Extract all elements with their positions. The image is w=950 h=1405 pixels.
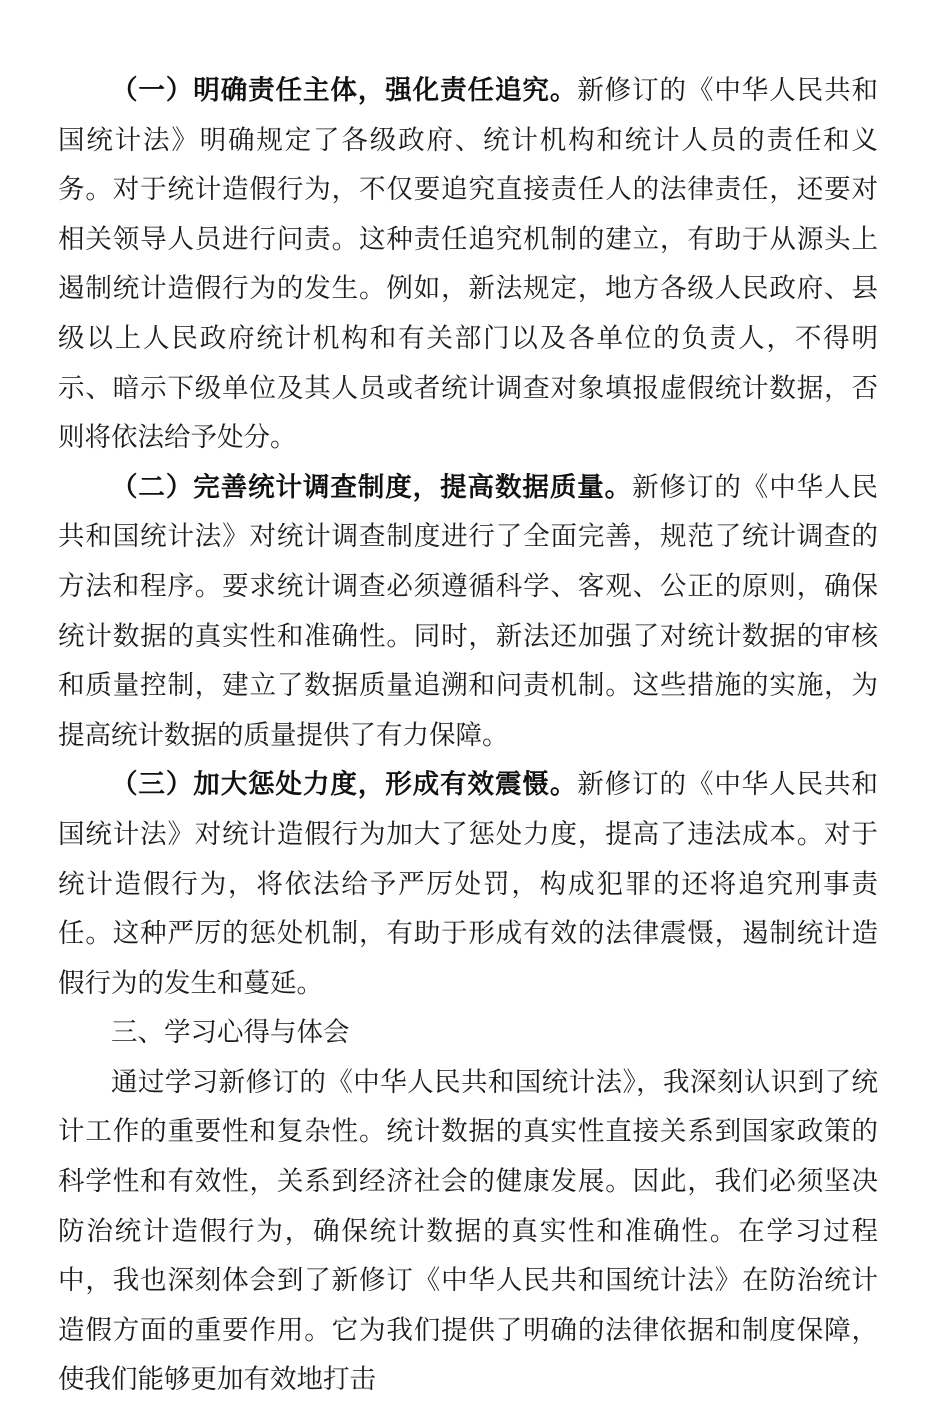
paragraph-responsibility	[58, 66, 878, 463]
paragraph-body-text: 新修订的《中华人民共和国统计法》明确规定了各级政府、统计机构和统计人员的责任和义务。对于统计造假行为，不仅要追究直接责任人的法律责任，还要对相关领导人员进行问责。这种责任追究机制的建立，有助于从源头上遏制统计造假行为的发生。例如，新法规定，地方各级人民政府、县级以上人民政府统计机构和有关部门以及各单位的负责人，不得明示、暗示下级单位及其人员或者统计调查对象填报虚假统计数据，否则将依法给予处分。	[58, 75, 879, 454]
paragraph-body-text: 新修订的《中华人民共和国统计法》对统计造假行为加大了惩处力度，提高了违法成本。对于统计造假行为，将依法给予严厉处罚，构成犯罪的还将追究刑事责任。这种严厉的惩处机制，有助于形成有效的法律震慑，遏制统计造假行为的发生和蔓延。	[58, 769, 879, 999]
paragraph-lead-heading: （二）完善统计调查制度，提高数据质量。	[111, 471, 633, 503]
paragraph-survey-system	[58, 463, 878, 761]
section-heading: 三、学习心得与体会	[111, 1017, 350, 1049]
paragraph-body-text: 新修订的《中华人民共和国统计法》对统计调查制度进行了全面完善，规范了统计调查的方法和程序。要求统计调查必须遵循科学、客观、公正的原则，确保统计数据的真实性和准确性。同时，新法还加强了对统计数据的审核和质量控制，建立了数据质量追溯和问责机制。这些措施的实施，为提高统计数据的质量提供了有力保障。	[58, 471, 879, 751]
paragraph-lead-heading: （一）明确责任主体，强化责任追究。	[111, 75, 578, 106]
document-body	[58, 66, 878, 1405]
paragraph-lead-heading: （三）加大惩处力度，形成有效震慑。	[111, 769, 578, 801]
paragraph-reflection: 通过学习新修订的《中华人民共和国统计法》，我深刻认识到了统计工作的重要性和复杂性。统计数据的真实性直接关系到国家政策的科学性和有效性，关系到经济社会的健康发展。因此，我们必须坚决防治统计造假行为，确保统计数据的真实性和准确性。在学习过程中，我也深刻体会到了新修订《中华人民共和国统计法》在防治统计造假方面的重要作用。它为我们提供了明确的法律依据和制度保障，使我们能够更加有效地打击	[58, 1066, 878, 1396]
paragraph-punishment	[58, 760, 878, 1008]
